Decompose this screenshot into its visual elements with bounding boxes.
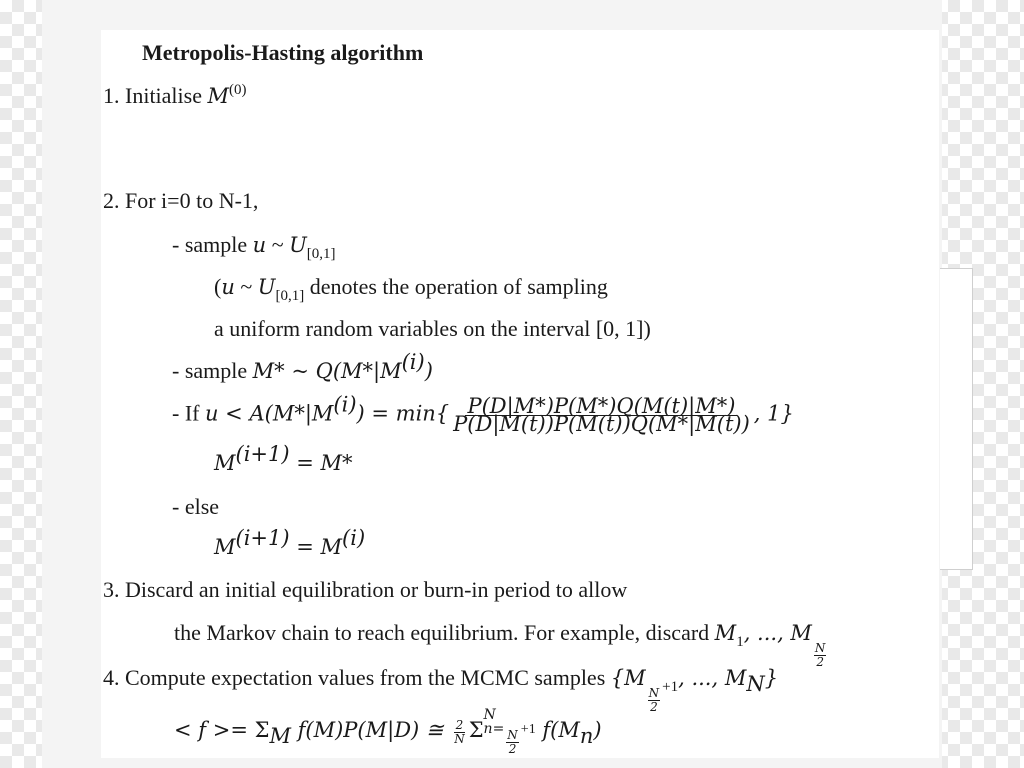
step-3b-half-den: 2: [816, 655, 824, 669]
note-interval: [0,1]: [275, 288, 305, 304]
step-4-text: Compute expectation values from the MCMC samples: [125, 665, 606, 690]
side-frame: [940, 268, 973, 570]
if-eq: ) = min{: [356, 401, 450, 426]
step-4-plus: +1: [662, 679, 679, 695]
sample-m-expr: M* ~ Q(M*|M: [252, 359, 402, 383]
step-4-subn: N: [746, 672, 765, 696]
sample-u-interval: [0,1]: [306, 246, 336, 262]
assign-reject: [214, 526, 366, 560]
expect-lhs: < f >=: [174, 718, 255, 743]
sample-u-var: u: [252, 233, 267, 257]
if-sup: (i): [333, 392, 357, 417]
expect-sub-n: n: [579, 724, 594, 749]
sum-lower-n: n=: [483, 721, 505, 737]
sample-u-label: - sample: [172, 232, 248, 257]
note-open: (: [214, 274, 222, 299]
step-3b-sub1: 1: [736, 634, 744, 650]
step-1-sup: (0): [229, 82, 247, 98]
sum-upper: N: [483, 707, 496, 723]
step-3b-half-num: N: [814, 641, 826, 655]
expect-fraction: [452, 719, 467, 746]
if-label: - If: [172, 400, 200, 426]
assign-accept-m: M: [214, 451, 236, 475]
expect-end: ): [593, 718, 602, 743]
fraction-numerator: P(D|M*)P(M*)Q(M(t)|M*): [467, 394, 736, 418]
note-line-2: a uniform random variables on the interval [0, 1]): [214, 316, 651, 341]
expect-rhs: f(M: [535, 718, 580, 743]
step-4-open: {M: [610, 666, 646, 690]
else-line: - else: [172, 494, 220, 519]
step-3b-m1: M: [714, 621, 737, 645]
step-1-text: Initialise: [125, 83, 202, 108]
step-3-continued: [174, 620, 828, 669]
document-page: [101, 30, 939, 758]
sum-lower-half-num: N: [507, 728, 518, 742]
sample-m-label: - sample: [172, 358, 248, 383]
step-2-number: 2.: [103, 188, 120, 213]
if-lhs: u < A(M*|M: [204, 401, 334, 426]
document-title: Metropolis-Hasting algorithm: [142, 40, 424, 65]
step-3-number: 3.: [103, 577, 120, 602]
note-rest: denotes the operation of sampling: [304, 274, 608, 299]
sample-u-line: [172, 232, 336, 262]
expect-mid: f(M)P(M|D) ≅: [290, 718, 451, 743]
expectation-formula: [174, 708, 602, 756]
step-2: [103, 188, 258, 214]
note-sim: ~: [234, 274, 258, 299]
step-4-half-den: 2: [650, 700, 658, 714]
note-line-1: [214, 274, 608, 304]
note-dist: U: [257, 275, 276, 299]
assign-accept-rhs: = M*: [289, 451, 353, 475]
sum-lower: [484, 722, 536, 756]
assign-reject-sup: (i+1): [235, 526, 290, 550]
step-1-m: M: [207, 84, 229, 108]
sum-lower-half-den: 2: [508, 742, 517, 756]
sum-icon-2: Σ: [468, 718, 484, 743]
step-3: [103, 577, 627, 603]
sum-limits: [484, 708, 536, 756]
sample-m-line: [172, 350, 433, 384]
step-3b-half: [814, 642, 827, 669]
assign-accept: [214, 442, 353, 476]
sum-lower-half: [506, 729, 519, 756]
sample-m-close: ): [424, 359, 433, 383]
sample-u-sim: ~: [266, 232, 290, 257]
sample-m-sup: (i): [401, 350, 425, 374]
step-2-text: For i=0 to N-1,: [125, 188, 259, 213]
assign-reject-sup2: (i): [342, 526, 366, 550]
fraction-denominator: P(D|M(t))P(M(t))Q(M*|M(t)): [453, 412, 750, 436]
if-tail: , 1}: [753, 401, 794, 426]
acceptance-fraction: [451, 394, 752, 436]
note-u: u: [221, 275, 235, 299]
assign-reject-m: M: [214, 535, 236, 559]
step-1-number: 1.: [103, 83, 120, 108]
step-3b-dots: , ..., M: [743, 621, 812, 645]
expect-frac-num: 2: [455, 717, 464, 732]
assign-reject-eq: = M: [289, 535, 343, 559]
expect-sub-m: M: [269, 724, 291, 749]
step-4: [103, 665, 778, 714]
sum-lower-plus: +1: [520, 722, 536, 737]
sample-u-dist: U: [289, 233, 307, 257]
step-3-text: Discard an initial equilibration or burn-in period to allow: [125, 577, 628, 602]
step-4-number: 4.: [103, 665, 120, 690]
assign-accept-sup: (i+1): [235, 442, 290, 466]
step-1: [103, 83, 247, 109]
step-4-half-num: N: [648, 686, 660, 700]
step-4-half: [648, 687, 661, 714]
expect-frac-den: N: [454, 731, 465, 746]
sum-icon: Σ: [254, 718, 270, 743]
step-4-close: }: [764, 666, 779, 690]
step-4-rest: , ..., M: [678, 666, 747, 690]
if-line: [172, 392, 794, 436]
step-3b-text: the Markov chain to reach equilibrium. For example, discard: [174, 620, 710, 645]
